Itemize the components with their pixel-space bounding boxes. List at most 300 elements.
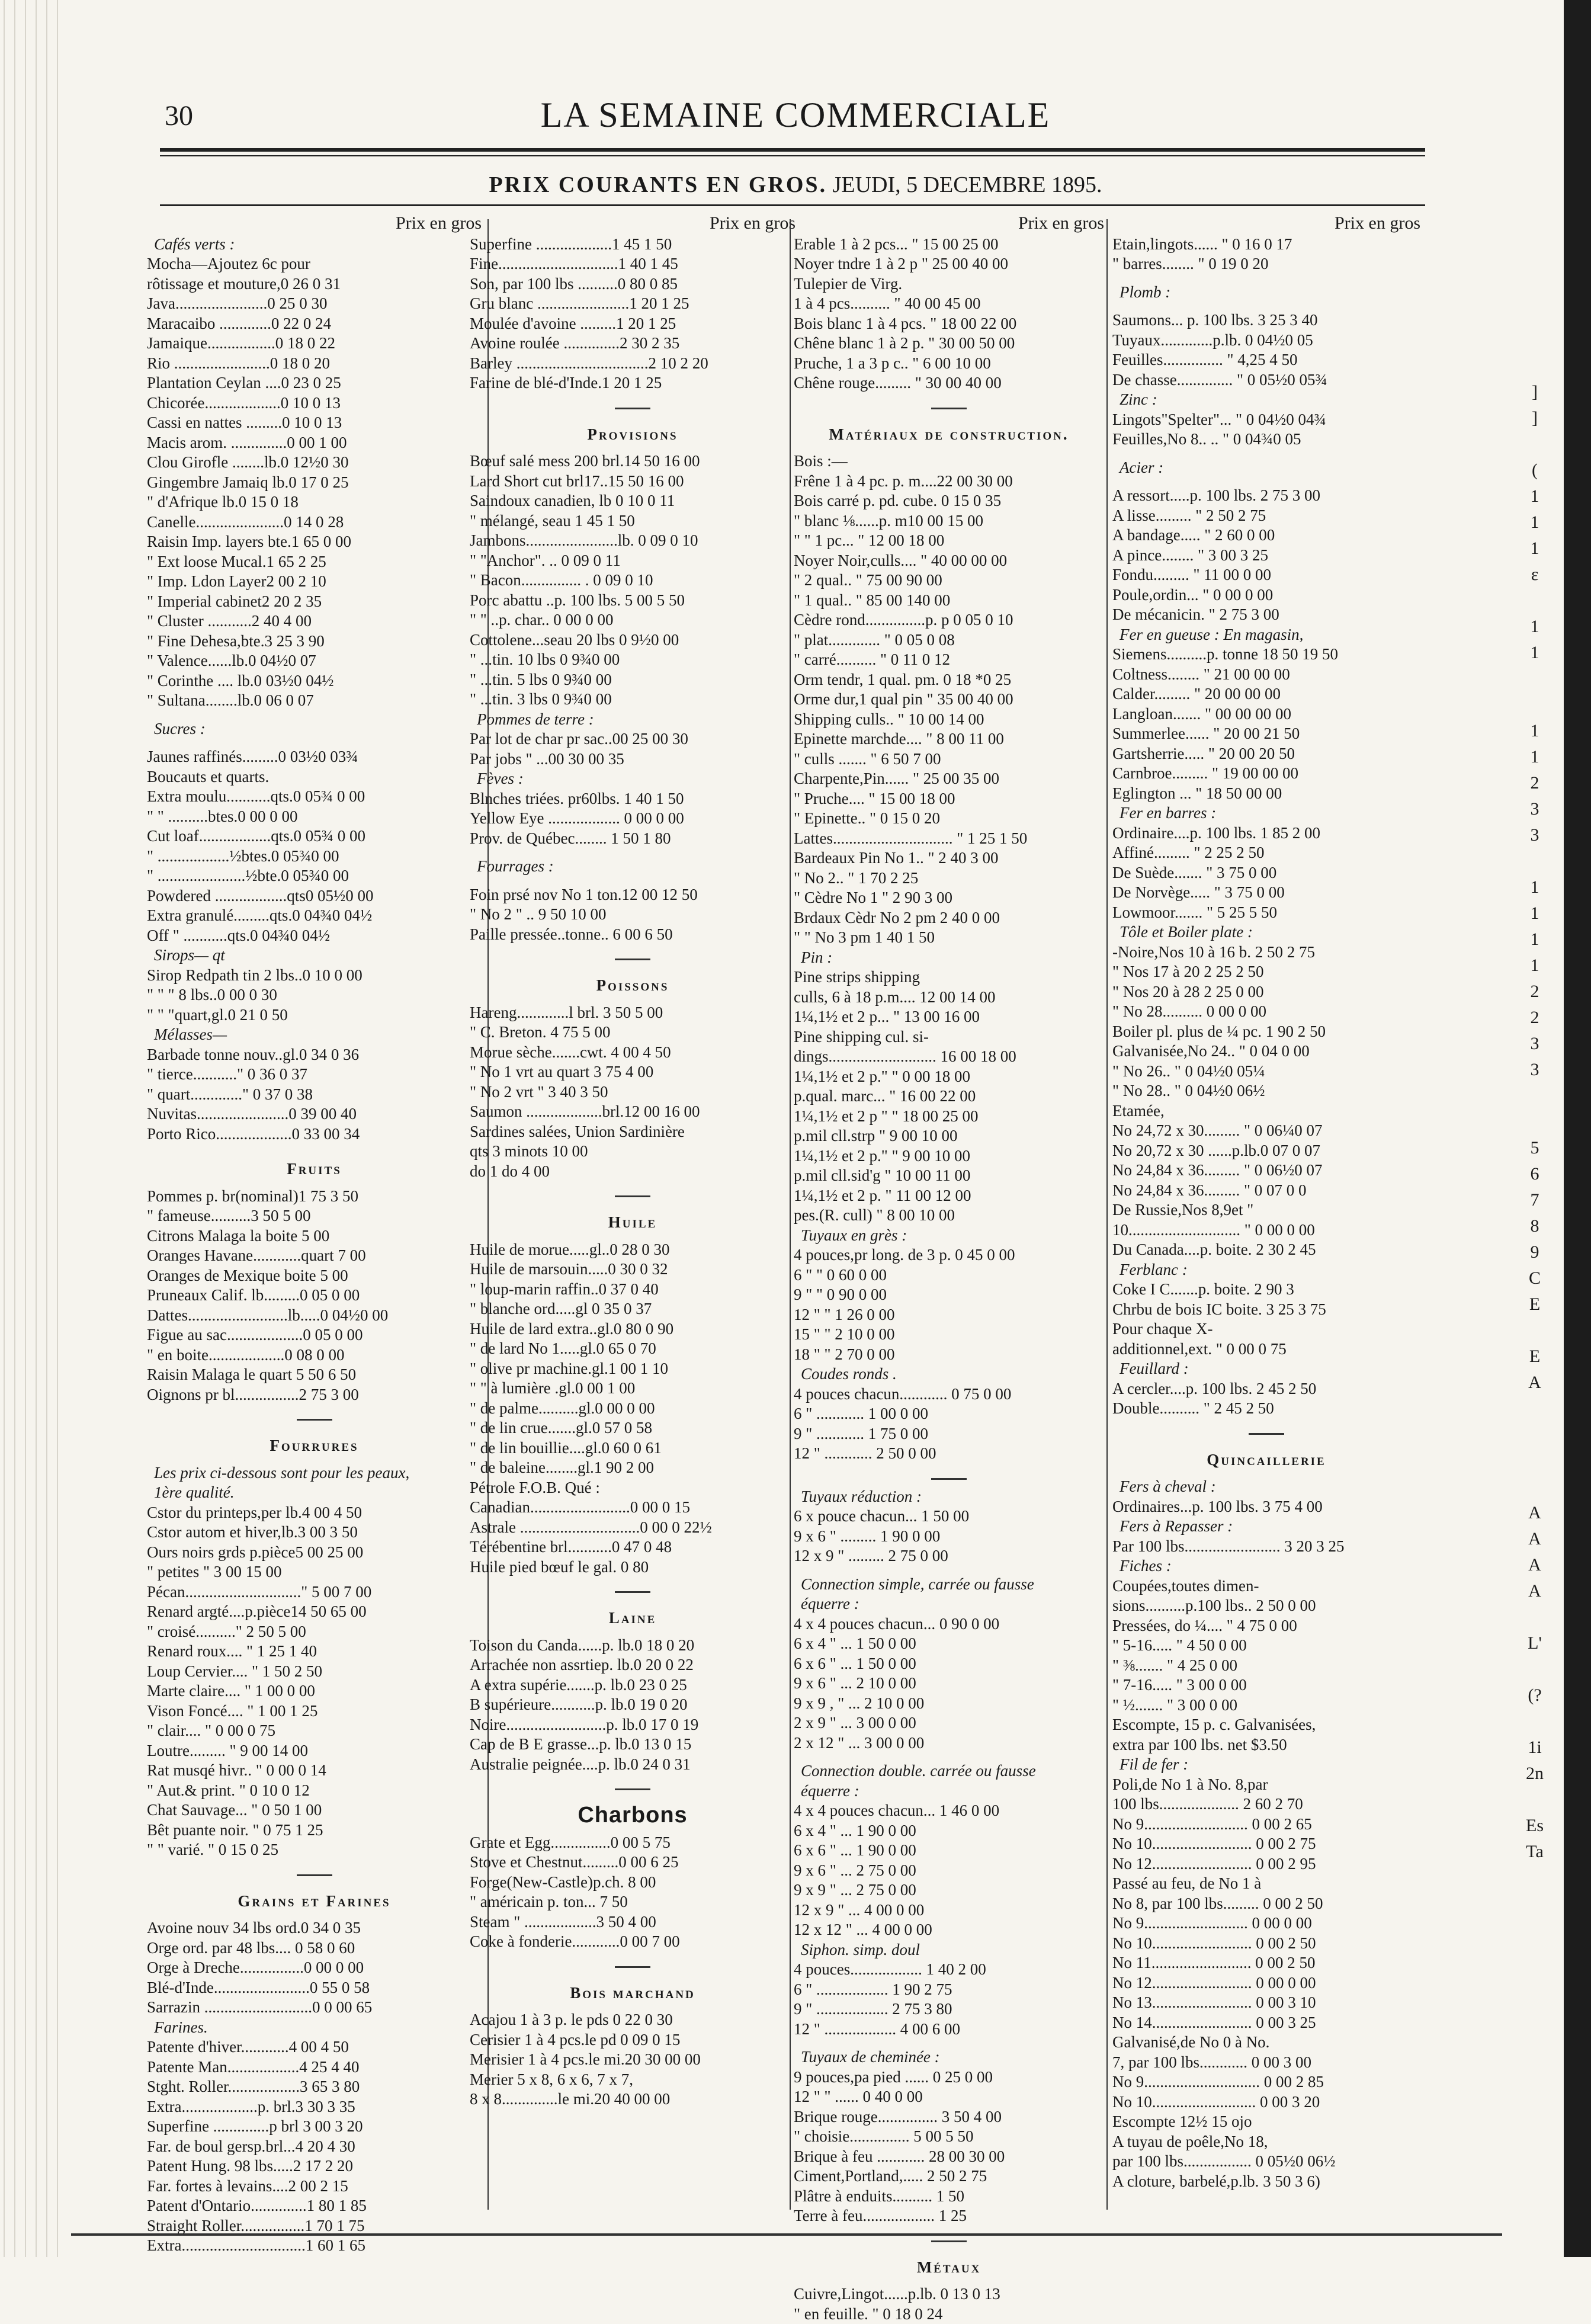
price-line: " petites " 3 00 15 00: [147, 1562, 482, 1582]
price-line: Lowmoor....... " 5 25 5 50: [1112, 903, 1420, 923]
price-line: " Fine Dehesa,bte.3 25 3 90: [147, 632, 482, 652]
fragment-glyph: 1: [1514, 953, 1555, 979]
price-line: Par 100 lbs........................ 3 20 3 25: [1112, 1537, 1420, 1557]
price-line: Huile de lard extra..gl.0 80 0 90: [470, 1319, 796, 1339]
price-line: Poli,de No 1 à No. 8,par: [1112, 1775, 1420, 1795]
price-line: " tierce..........." 0 36 0 37: [147, 1065, 482, 1085]
price-line: p.mil cll.strp " 9 00 10 00: [794, 1126, 1104, 1146]
column-header: Prix en gros: [147, 213, 482, 233]
fragment-glyph: 1i: [1514, 1735, 1555, 1761]
subsection-label: Mélasses—: [147, 1025, 482, 1045]
subsection-label: Ferblanc :: [1112, 1260, 1420, 1280]
fragment-glyph: 2n: [1514, 1761, 1555, 1787]
price-line: 6 x 6 " ... 1 90 0 00: [794, 1841, 1104, 1861]
price-line: " Imp. Ldon Layer2 00 2 10: [147, 572, 482, 592]
price-line: De Russie,Nos 8,9et ": [1112, 1200, 1420, 1220]
fragment-glyph: [1514, 1708, 1555, 1735]
price-line: " Imperial cabinet2 20 2 35: [147, 592, 482, 612]
masthead-rule-thin: [160, 155, 1425, 156]
price-line: " No 2.. " 1 70 2 25: [794, 868, 1104, 889]
price-line: Lattes.............................. " 1 25 1 50: [794, 829, 1104, 849]
price-line: A extra supérie.......p. lb.0 23 0 25: [470, 1675, 796, 1695]
subheading-caps: PRIX COURANTS EN GROS.: [489, 172, 827, 197]
adjacent-page-fragment: [1514, 379, 1555, 1865]
price-line: " fameuse..........3 50 5 00: [147, 1206, 482, 1226]
price-line: De chasse.............. " 0 05½0 05¾: [1112, 370, 1420, 390]
price-line: Affiné......... " 2 25 2 50: [1112, 843, 1420, 863]
price-line: Gru blanc .......................1 20 1 25: [470, 294, 796, 314]
price-line: Langloan....... " 00 00 00 00: [1112, 704, 1420, 725]
price-line: " carré.......... " 0 11 0 12: [794, 650, 1104, 670]
fragment-glyph: 8: [1514, 1213, 1555, 1239]
fragment-glyph: 6: [1514, 1161, 1555, 1187]
section-separator: [615, 1195, 650, 1197]
price-line: No 9.......................... 0 00 0 00: [1112, 1913, 1420, 1934]
section-separator: [1249, 1433, 1284, 1435]
fragment-glyph: 5: [1514, 1135, 1555, 1161]
fragment-glyph: 1: [1514, 927, 1555, 953]
section-separator: [615, 1966, 650, 1968]
price-line: Brique à feu ............ 28 00 30 00: [794, 2147, 1104, 2167]
subsection-label: Coudes ronds .: [794, 1364, 1104, 1384]
price-line: " " à lumière .gl.0 00 1 00: [470, 1379, 796, 1399]
fragment-glyph: [1514, 848, 1555, 874]
price-line: Sirop Redpath tin 2 lbs..0 10 0 00: [147, 966, 482, 986]
price-line: " No 2 vrt " 3 40 3 50: [470, 1082, 796, 1102]
fragment-glyph: A: [1514, 1526, 1555, 1552]
price-line: " choisie............... 5 00 5 50: [794, 2127, 1104, 2147]
price-line: 10............................ " 0 00 0 00: [1112, 1220, 1420, 1240]
price-line: Coltness........ " 21 00 00 00: [1112, 665, 1420, 685]
spacer: [147, 739, 482, 747]
section-heading: Quincaillerie: [1112, 1450, 1420, 1470]
price-line: Bœuf salé mess 200 brl.14 50 16 00: [470, 451, 796, 472]
price-line: rôtissage et mouture,0 26 0 31: [147, 274, 482, 294]
price-line: Raisin Imp. layers bte.1 65 0 00: [147, 532, 482, 552]
price-line: sions..........p.100 lbs.. 2 50 0 00: [1112, 1596, 1420, 1616]
subsection-label: Plomb :: [1112, 283, 1420, 303]
price-line: Cèdre rond...............p. p 0 05 0 10: [794, 610, 1104, 630]
price-line: Etain,lingots...... " 0 16 0 17: [1112, 235, 1420, 255]
fragment-glyph: 1: [1514, 744, 1555, 770]
fragment-glyph: 7: [1514, 1187, 1555, 1213]
section-separator: [615, 959, 650, 960]
price-line: " " ..p. char.. 0 00 0 00: [470, 610, 796, 630]
price-line: Etamée,: [1112, 1101, 1420, 1121]
price-line: Far. fortes à levains....2 00 2 15: [147, 2176, 482, 2197]
price-line: Yellow Eye .................. 0 00 0 00: [470, 809, 796, 829]
price-line: 9 x 6 " ......... 1 90 0 00: [794, 1527, 1104, 1547]
section-separator: [615, 1788, 650, 1790]
price-line: 1¼,1½ et 2 p " " 18 00 25 00: [794, 1107, 1104, 1127]
price-line: Dattes.........................lb.....0 04½0 00: [147, 1306, 482, 1326]
fragment-glyph: 2: [1514, 770, 1555, 796]
price-line: 2 x 12 " ... 3 00 0 00: [794, 1733, 1104, 1754]
subheading-rule: [160, 204, 1425, 206]
fragment-glyph: 1: [1514, 640, 1555, 666]
price-line: " Cèdre No 1 " 2 90 3 00: [794, 888, 1104, 908]
price-line: " ½....... " 3 00 0 00: [1112, 1695, 1420, 1716]
masthead-rule: [160, 148, 1425, 152]
price-line: " Valence......lb.0 04½0 07: [147, 651, 482, 671]
spacer: [470, 848, 796, 857]
price-line: " croisé.........." 2 50 5 00: [147, 1622, 482, 1642]
price-line: 4 pouces chacun............ 0 75 0 00: [794, 1384, 1104, 1405]
price-line: Ordinaire....p. 100 lbs. 1 85 2 00: [1112, 823, 1420, 844]
section-separator: [615, 1591, 650, 1593]
price-line: " Nos 17 à 20 2 25 2 50: [1112, 962, 1420, 982]
price-line: Forge(New-Castle)p.ch. 8 00: [470, 1873, 796, 1893]
price-line: " américain p. ton... 7 50: [470, 1892, 796, 1912]
price-line: " culls ....... " 6 50 7 00: [794, 749, 1104, 770]
price-line: " Sultana........lb.0 06 0 07: [147, 691, 482, 711]
price-line: Nuvitas.......................0 39 00 40: [147, 1104, 482, 1124]
price-line: do 1 do 4 00: [470, 1162, 796, 1182]
spacer: [1112, 450, 1420, 458]
price-line: Extra moulu...........qts.0 05¾ 0 00: [147, 787, 482, 807]
price-line: Coke à fonderie............0 00 7 00: [470, 1932, 796, 1952]
price-line: Chat Sauvage... " 0 50 1 00: [147, 1800, 482, 1820]
price-line: Chrbu de bois IC boite. 3 25 3 75: [1112, 1300, 1420, 1320]
price-line: 8 x 8..............le mi.20 40 00 00: [470, 2089, 796, 2110]
price-line: Oranges Havane............quart 7 00: [147, 1246, 482, 1266]
price-line: " ......................½bte.0 05¾0 00: [147, 866, 482, 886]
price-line: " blanche ord.....gl 0 35 0 37: [470, 1299, 796, 1319]
price-line: Brique rouge............... 3 50 4 00: [794, 2107, 1104, 2127]
price-line: " Epinette.. " 0 15 0 20: [794, 809, 1104, 829]
price-line: Jambons.......................lb. 0 09 0 10: [470, 531, 796, 551]
price-line: Térébentine brl...........0 47 0 48: [470, 1537, 796, 1557]
price-line: " ..................½btes.0 05¾0 00: [147, 847, 482, 867]
price-line: Coke I C.......p. boite. 2 90 3: [1112, 1280, 1420, 1300]
price-line: Figue au sac...................0 05 0 00: [147, 1325, 482, 1345]
section-separator: [931, 408, 967, 409]
fragment-glyph: 2: [1514, 979, 1555, 1005]
price-line: Noyer tndre 1 à 2 p " 25 00 40 00: [794, 254, 1104, 274]
price-line: qts 3 minots 10 00: [470, 1142, 796, 1162]
price-line: Orge ord. par 48 lbs.... 0 58 0 60: [147, 1938, 482, 1958]
price-line: Extra...................p. brl.3 30 3 35: [147, 2097, 482, 2117]
fragment-glyph: 9: [1514, 1239, 1555, 1265]
fragment-glyph: [1514, 692, 1555, 718]
subsection-label: équerre :: [794, 1781, 1104, 1801]
price-line: 1 à 4 pcs.......... " 40 00 45 00: [794, 294, 1104, 314]
fragment-glyph: A: [1514, 1500, 1555, 1526]
price-line: Pécan............................." 5 00 7 00: [147, 1582, 482, 1602]
subsection-label: Acier :: [1112, 458, 1420, 478]
fragment-glyph: 2: [1514, 1005, 1555, 1031]
spacer: [794, 1753, 1104, 1761]
price-line: A tuyau de poêle,No 18,: [1112, 2132, 1420, 2152]
price-line: A cercler....p. 100 lbs. 2 45 2 50: [1112, 1379, 1420, 1399]
price-line: Vison Foncé.... " 1 00 1 25: [147, 1701, 482, 1722]
price-line: A pince........ " 3 00 3 25: [1112, 546, 1420, 566]
price-line: 6 x pouce chacun... 1 50 00: [794, 1506, 1104, 1527]
price-line: Brdaux Cèdr No 2 pm 2 40 0 00: [794, 908, 1104, 928]
price-line: Merisier 1 à 4 pcs.le mi.20 30 00 00: [470, 2050, 796, 2070]
price-line: " de baleine........gl.1 90 2 00: [470, 1458, 796, 1478]
spacer: [147, 711, 482, 719]
price-line: " en feuille. " 0 18 0 24: [794, 2304, 1104, 2324]
price-line: Siemens..........p. tonne 18 50 19 50: [1112, 645, 1420, 665]
price-line: Prov. de Québec........ 1 50 1 80: [470, 829, 796, 849]
page-number: 30: [165, 100, 193, 132]
price-line: Pour chaque X-: [1112, 1319, 1420, 1339]
price-line: 9 x 6 " ... 2 75 0 00: [794, 1861, 1104, 1881]
price-line: Extra...............................1 60 1 65: [147, 2236, 482, 2256]
price-line: Carnbroe......... " 19 00 00 00: [1112, 764, 1420, 784]
fragment-glyph: [1514, 588, 1555, 614]
subheading-date: JEUDI, 5 DECEMBRE 1895.: [833, 172, 1102, 197]
price-line: Chicorée...................0 10 0 13: [147, 393, 482, 413]
price-line: " "Anchor". .. 0 09 0 11: [470, 551, 796, 571]
price-line: Huile de morue.....gl..0 28 0 30: [470, 1240, 796, 1260]
price-line: culls, 6 à 18 p.m.... 12 00 14 00: [794, 988, 1104, 1008]
price-line: " No 26.. " 0 04½0 05¼: [1112, 1062, 1420, 1082]
price-line: " Aut.& print. " 0 10 0 12: [147, 1781, 482, 1801]
price-line: Patente Man..................4 25 4 40: [147, 2057, 482, 2078]
price-line: Blé-d'Inde........................0 55 0 58: [147, 1978, 482, 1998]
price-line: Epinette marchde.... " 8 00 11 00: [794, 729, 1104, 749]
fragment-glyph: 3: [1514, 1031, 1555, 1057]
price-line: Marte claire.... " 1 00 0 00: [147, 1681, 482, 1701]
fragment-glyph: Ta: [1514, 1839, 1555, 1865]
fragment-glyph: 1: [1514, 483, 1555, 509]
price-line: Orme dur,1 qual pin " 35 00 40 00: [794, 690, 1104, 710]
price-line: 9 " " 0 90 0 00: [794, 1285, 1104, 1305]
price-line: " C. Breton. 4 75 5 00: [470, 1022, 796, 1043]
price-line: No 9............................. 0 00 2 85: [1112, 2072, 1420, 2092]
price-line: Tulepier de Virg.: [794, 274, 1104, 294]
subsection-label: équerre :: [794, 1594, 1104, 1614]
price-line: Farine de blé-d'Inde.1 20 1 25: [470, 373, 796, 393]
price-line: Maracaibo .............0 22 0 24: [147, 314, 482, 334]
price-line: " " No 3 pm 1 40 1 50: [794, 928, 1104, 948]
price-line: Eglington ... " 18 50 00 00: [1112, 784, 1420, 804]
price-line: Jamaique.................0 18 0 22: [147, 334, 482, 354]
fragment-glyph: (?: [1514, 1682, 1555, 1708]
price-line: " Ext loose Mucal.1 65 2 25: [147, 552, 482, 572]
price-line: Chêne blanc 1 à 2 p. " 30 00 50 00: [794, 334, 1104, 354]
price-line: Cassi en nattes .........0 10 0 13: [147, 413, 482, 433]
subsection-label: Cafés verts :: [147, 235, 482, 255]
price-line: " plat............. " 0 05 0 08: [794, 630, 1104, 650]
fragment-glyph: ]: [1514, 379, 1555, 405]
subsection-label: Fèves :: [470, 769, 796, 789]
subsection-label: Sucres :: [147, 719, 482, 739]
price-line: Du Canada....p. boite. 2 30 2 45: [1112, 1240, 1420, 1260]
price-line: 6 " .................. 1 90 2 75: [794, 1980, 1104, 2000]
price-line: De Norvège..... " 3 75 0 00: [1112, 883, 1420, 903]
fragment-glyph: 1: [1514, 718, 1555, 744]
price-line: Gartsherrie..... " 20 00 20 50: [1112, 744, 1420, 764]
price-line: Cerisier 1 à 4 pcs.le pd 0 09 0 15: [470, 2030, 796, 2050]
price-line: 12 x 9 " ......... 2 75 0 00: [794, 1546, 1104, 1566]
subsection-label: Tuyaux en grès :: [794, 1226, 1104, 1246]
price-line: 9 x 9 , " ... 2 10 0 00: [794, 1694, 1104, 1714]
price-line: No 14......................... 0 00 3 25: [1112, 2013, 1420, 2033]
price-line: Stove et Chestnut.........0 00 6 25: [470, 1852, 796, 1873]
subsection-label: Les prix ci-dessous sont pour les peaux,: [147, 1463, 482, 1483]
spacer: [470, 877, 796, 885]
price-line: " ⅜....... " 4 25 0 00: [1112, 1656, 1420, 1676]
subsection-label: Tuyaux réduction :: [794, 1487, 1104, 1507]
fragment-glyph: A: [1514, 1370, 1555, 1396]
masthead-title: LA SEMAINE COMMERCIALE: [0, 95, 1591, 136]
price-line: 12 " ............ 2 50 0 00: [794, 1444, 1104, 1464]
price-line: A lisse......... " 2 50 2 75: [1112, 506, 1420, 526]
column-divider: [790, 219, 791, 2210]
section-separator: [931, 2240, 967, 2242]
price-line: Superfine ...................1 45 1 50: [470, 235, 796, 255]
price-line: " " 1 pc... " 12 00 18 00: [794, 531, 1104, 551]
price-line: Arrachée non assrtiep. lb.0 20 0 22: [470, 1655, 796, 1675]
price-line: Off " ...........qts.0 04¾0 04½: [147, 926, 482, 946]
price-line: De Suède....... " 3 75 0 00: [1112, 863, 1420, 883]
price-line: Avoine roulée ..............2 30 2 35: [470, 334, 796, 354]
price-line: No 12......................... 0 00 0 00: [1112, 1973, 1420, 1993]
price-line: " Bacon............... . 0 09 0 10: [470, 570, 796, 591]
price-line: " Nos 20 à 28 2 25 0 00: [1112, 982, 1420, 1002]
price-line: Mocha—Ajoutez 6c pour: [147, 254, 482, 274]
subsection-label: Connection double. carrée ou fausse: [794, 1761, 1104, 1781]
fragment-glyph: [1514, 666, 1555, 692]
price-line: Escompte, 15 p. c. Galvanisées,: [1112, 1715, 1420, 1735]
subsection-label: Fers à Repasser :: [1112, 1517, 1420, 1537]
price-line: Summerlee...... " 20 00 21 50: [1112, 724, 1420, 744]
subsection-label: Fer en gueuse : En magasin,: [1112, 625, 1420, 645]
price-line: 100 lbs.................... 2 60 2 70: [1112, 1794, 1420, 1815]
spacer: [1112, 274, 1420, 283]
price-line: Saindoux canadien, lb 0 10 0 11: [470, 491, 796, 511]
price-line: " " " 8 lbs..0 00 0 30: [147, 985, 482, 1005]
fragment-glyph: [1514, 1448, 1555, 1474]
price-line: " 2 qual.. " 75 00 90 00: [794, 570, 1104, 591]
price-line: 9 x 6 " ... 2 10 0 00: [794, 1674, 1104, 1694]
price-line: Foin prsé nov No 1 ton.12 00 12 50: [470, 885, 796, 905]
price-line: p.mil cll.sid'g " 10 00 11 00: [794, 1166, 1104, 1186]
price-line: 9 pouces,pa pied ...... 0 25 0 00: [794, 2067, 1104, 2088]
price-line: A cloture, barbelé,p.lb. 3 50 3 6): [1112, 2172, 1420, 2192]
price-line: Terre à feu.................. 1 25: [794, 2206, 1104, 2226]
fragment-glyph: 3: [1514, 822, 1555, 848]
price-line: Steam " ..................3 50 4 00: [470, 1912, 796, 1932]
subsection-label: Farines.: [147, 2018, 482, 2038]
fragment-glyph: [1514, 1656, 1555, 1682]
subsection-label: Fil de fer :: [1112, 1755, 1420, 1775]
fragment-glyph: 1: [1514, 509, 1555, 536]
price-line: Shipping culls.. " 10 00 14 00: [794, 710, 1104, 730]
price-line: " en boite...................0 08 0 00: [147, 1345, 482, 1365]
price-line: " No 2 " .. 9 50 10 00: [470, 905, 796, 925]
section-separator: [297, 1874, 332, 1876]
price-line: Pine strips shipping: [794, 967, 1104, 988]
price-line: No 24,84 x 36......... " 0 06½0 07: [1112, 1161, 1420, 1181]
price-line: " de lard No 1.....gl.0 65 0 70: [470, 1339, 796, 1359]
price-line: No 8, par 100 lbs......... 0 00 2 50: [1112, 1894, 1420, 1914]
price-line: " No 28.......... 0 00 0 00: [1112, 1002, 1420, 1022]
price-line: Toison du Canda......p. lb.0 18 0 20: [470, 1636, 796, 1656]
price-line: Huile pied bœuf le gal. 0 80: [470, 1557, 796, 1578]
price-line: Cap de B E grasse...p. lb.0 13 0 15: [470, 1735, 796, 1755]
price-line: No 20,72 x 30 ......p.lb.0 07 0 07: [1112, 1141, 1420, 1161]
price-line: Cstor autom et hiver,lb.3 00 3 50: [147, 1522, 482, 1543]
section-heading: Métaux: [794, 2258, 1104, 2278]
fragment-glyph: 3: [1514, 1057, 1555, 1083]
price-line: Pétrole F.O.B. Qué :: [470, 1478, 796, 1498]
price-line: No 10.......................... 0 00 3 20: [1112, 2092, 1420, 2113]
section-heading: Bois marchand: [470, 1983, 796, 2004]
price-line: De mécanicin. " 2 75 3 00: [1112, 605, 1420, 625]
price-column-2: [470, 213, 796, 2216]
price-line: 9 x 9 " ... 2 75 0 00: [794, 1880, 1104, 1900]
price-line: A bandage..... " 2 60 0 00: [1112, 525, 1420, 546]
price-line: Frêne 1 à 4 pc. p. m....22 00 30 00: [794, 472, 1104, 492]
price-line: " ...tin. 10 lbs 0 9¾0 00: [470, 650, 796, 670]
fragment-glyph: A: [1514, 1578, 1555, 1604]
price-line: p.qual. marc... " 16 00 22 00: [794, 1086, 1104, 1107]
price-line: 6 " " 0 60 0 00: [794, 1265, 1104, 1286]
scan-dark-edge: [1564, 0, 1591, 2257]
price-line: " " "quart,gl.0 21 0 50: [147, 1005, 482, 1025]
price-line: Par lot de char pr sac..00 25 00 30: [470, 729, 796, 749]
fragment-glyph: E: [1514, 1344, 1555, 1370]
section-heading: Fruits: [147, 1159, 482, 1179]
price-line: Cottolene...seau 20 lbs 0 9½0 00: [470, 630, 796, 650]
price-line: Blnches triées. pr60lbs. 1 40 1 50: [470, 789, 796, 809]
price-line: Bois :—: [794, 451, 1104, 472]
price-line: Bêt puante noir. " 0 75 1 25: [147, 1820, 482, 1841]
price-line: Calder......... " 20 00 00 00: [1112, 684, 1420, 704]
price-line: Sardines salées, Union Sardinière: [470, 1122, 796, 1142]
subsection-label: Zinc :: [1112, 390, 1420, 410]
fragment-glyph: 3: [1514, 796, 1555, 822]
price-line: Loutre......... " 9 00 14 00: [147, 1741, 482, 1761]
price-line: " blanc ⅛......p. m10 00 15 00: [794, 511, 1104, 531]
fragment-glyph: C: [1514, 1265, 1555, 1291]
price-line: Powdered ..................qts0 05½0 00: [147, 886, 482, 906]
price-line: Son, par 100 lbs ..........0 80 0 85: [470, 274, 796, 294]
price-line: Bois blanc 1 à 4 pcs. " 18 00 22 00: [794, 314, 1104, 334]
price-line: 1¼,1½ et 2 p." " 0 00 18 00: [794, 1067, 1104, 1087]
column-header: Prix en gros: [1112, 213, 1420, 233]
price-line: Huile de marsouin.....0 30 0 32: [470, 1259, 796, 1280]
price-column-3: [794, 213, 1104, 2216]
price-line: Erable 1 à 2 pcs... " 15 00 25 00: [794, 235, 1104, 255]
price-line: Patent Hung. 98 lbs.....2 17 2 20: [147, 2156, 482, 2176]
price-line: Charpente,Pin...... " 25 00 35 00: [794, 769, 1104, 789]
price-line: " mélangé, seau 1 45 1 50: [470, 511, 796, 531]
price-line: 6 x 6 " ... 1 50 0 00: [794, 1654, 1104, 1674]
spacer: [794, 2039, 1104, 2047]
price-line: Loup Cervier.... " 1 50 2 50: [147, 1662, 482, 1682]
price-line: Fondu......... " 11 00 0 00: [1112, 565, 1420, 585]
price-line: " " ..........btes.0 00 0 00: [147, 807, 482, 827]
price-line: Pommes p. br(nominal)1 75 3 50: [147, 1187, 482, 1207]
price-line: Renard argté....p.pièce14 50 65 00: [147, 1602, 482, 1622]
price-line: " 1 qual.. " 85 00 140 00: [794, 591, 1104, 611]
price-line: Pruneaux Calif. lb.........0 05 0 00: [147, 1286, 482, 1306]
price-line: Canelle......................0 14 0 28: [147, 512, 482, 533]
price-line: Rat musqé hivr.. " 0 00 0 14: [147, 1761, 482, 1781]
fragment-glyph: (: [1514, 457, 1555, 483]
price-line: " olive pr machine.gl.1 00 1 10: [470, 1359, 796, 1379]
price-line: Boiler pl. plus de ¼ pc. 1 90 2 50: [1112, 1022, 1420, 1042]
price-line: " " varié. " 0 15 0 25: [147, 1840, 482, 1860]
subsection-label: 1ère qualité.: [147, 1483, 482, 1503]
price-line: Jaunes raffinés.........0 03½0 03¾: [147, 747, 482, 767]
price-line: " d'Afrique lb.0 15 0 18: [147, 492, 482, 512]
